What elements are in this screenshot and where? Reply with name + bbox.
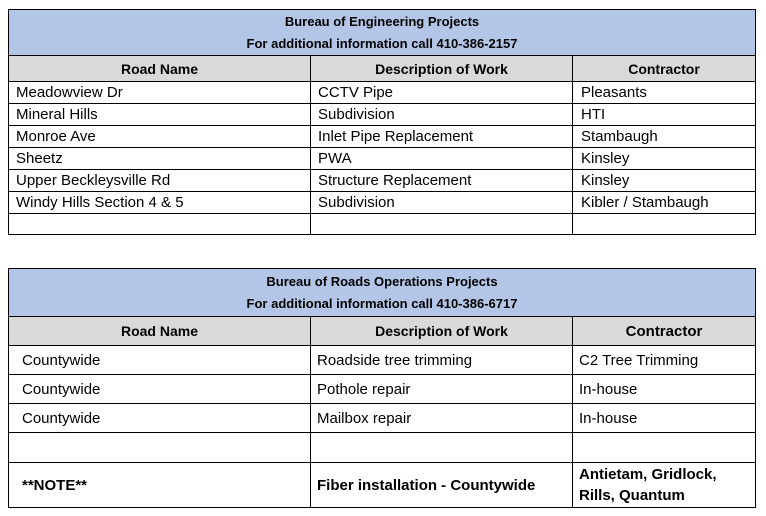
note-work: Fiber installation - Countywide [311,463,573,508]
note-contractors [573,463,756,508]
description-cell: Inlet Pipe Replacement [311,126,573,148]
roads-phone: For additional information call 410-386-6717 [246,296,518,311]
description-cell: Structure Replacement [311,170,573,192]
contractor-cell: In-house [573,375,756,404]
table-row [9,82,756,104]
engineering-title-cell [9,10,756,56]
contractor-cell: Kinsley [573,170,756,192]
description-cell: Pothole repair [311,375,573,404]
engineering-phone: For additional information call 410-386-2157 [246,36,518,51]
road-name-cell: Windy Hills Section 4 & 5 [9,192,311,214]
empty-cell [573,214,756,235]
roads-title-cell [9,269,756,317]
col-header-description: Description of Work [311,317,573,346]
empty-cell [9,214,311,235]
contractor-cell: Stambaugh [573,126,756,148]
contractor-cell: Kinsley [573,148,756,170]
road-name-cell: Countywide [9,404,311,433]
table-row [9,170,756,192]
note-row [9,463,756,508]
table-row [9,192,756,214]
description-cell: PWA [311,148,573,170]
note-label: **NOTE** [9,463,311,508]
empty-row [9,214,756,235]
empty-cell [9,433,311,463]
table-row [9,404,756,433]
col-header-road-name: Road Name [9,56,311,82]
table-row [9,126,756,148]
road-name-cell: Upper Beckleysville Rd [9,170,311,192]
description-cell: Mailbox repair [311,404,573,433]
table-row [9,148,756,170]
roads-title: Bureau of Roads Operations Projects [266,274,498,289]
empty-cell [311,433,573,463]
description-cell: Subdivision [311,104,573,126]
description-cell: Subdivision [311,192,573,214]
contractor-cell: Pleasants [573,82,756,104]
contractor-cell: In-house [573,404,756,433]
col-header-road-name: Road Name [9,317,311,346]
engineering-projects-table [8,9,756,235]
road-name-cell: Mineral Hills [9,104,311,126]
contractor-cell: C2 Tree Trimming [573,346,756,375]
road-name-cell: Countywide [9,346,311,375]
road-name-cell: Meadowview Dr [9,82,311,104]
road-name-cell: Sheetz [9,148,311,170]
table-row [9,375,756,404]
col-header-contractor: Contractor [573,317,756,346]
road-name-cell: Monroe Ave [9,126,311,148]
table-row [9,104,756,126]
empty-cell [311,214,573,235]
contractor-cell: Kibler / Stambaugh [573,192,756,214]
contractor-cell: HTI [573,104,756,126]
engineering-title: Bureau of Engineering Projects [284,14,480,29]
roads-operations-table [8,268,756,508]
table-row [9,346,756,375]
empty-cell [573,433,756,463]
col-header-description: Description of Work [311,56,573,82]
note-contractors-line-2: Rills, Quantum [579,487,685,504]
road-name-cell: Countywide [9,375,311,404]
description-cell: CCTV Pipe [311,82,573,104]
note-contractors-line-1: Antietam, Gridlock, [579,466,717,483]
col-header-contractor: Contractor [573,56,756,82]
empty-row [9,433,756,463]
description-cell: Roadside tree trimming [311,346,573,375]
